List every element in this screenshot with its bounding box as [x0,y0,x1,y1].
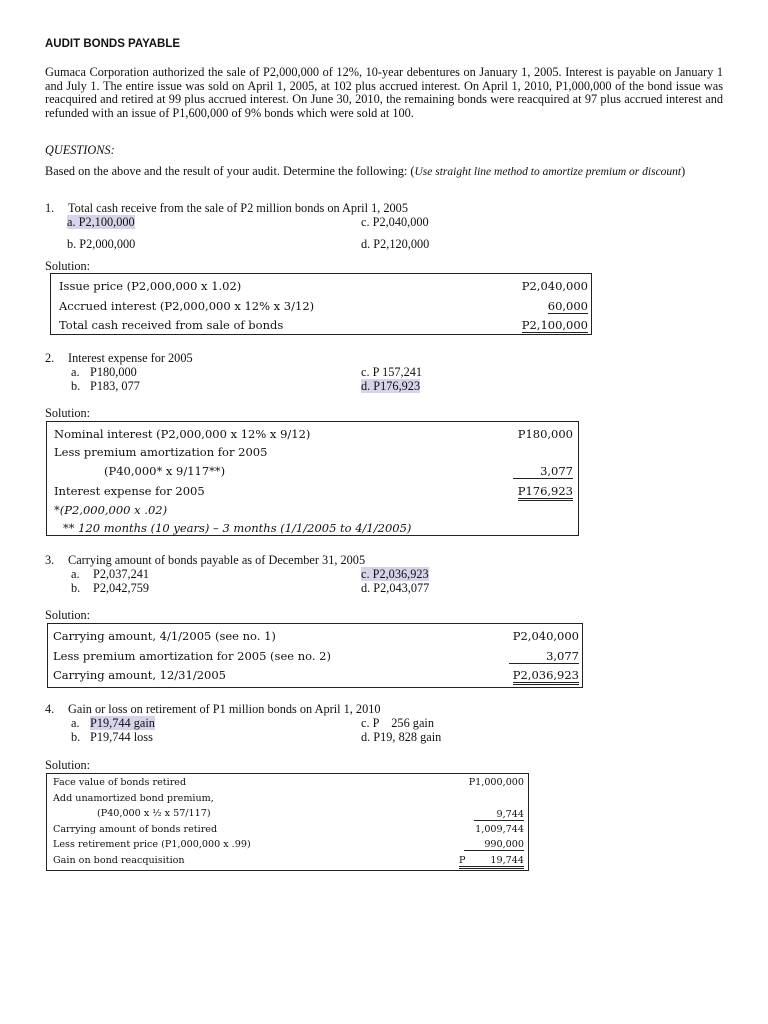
q2-sol-amount-1: P180,000 [517,427,573,441]
q4-sol-row-2: Add unamortized bond premium, [53,793,214,804]
q2-option-c: c. P 157,241 [361,365,423,379]
q2-sol-row-1: Nominal interest (P2,000,000 x 12% x 9/12) [54,427,311,441]
q4-sol-row-1: Face value of bonds retired [53,777,187,788]
q2-sol-amount-4: P176,923 [518,484,573,501]
q4-sol-row-3: (P40,000 x ½ x 57/117) [97,808,211,819]
q3-solution-table [47,623,583,688]
q1-solution-table [50,273,592,335]
q1-option-d: d. P2,120,000 [361,237,430,251]
q4-sol-amount-6: P 19,744 [459,855,524,869]
q1-sol-amount-1: P2,040,000 [521,279,588,293]
q2-sol-note-2: ** 120 months (10 years) – 3 months (1/1/2005 to 4/1/2005) [63,521,412,535]
q3-option-c: c. P2,036,923 [361,567,429,581]
q1-option-b: b. P2,000,000 [67,237,136,251]
q2-solution-label: Solution: [45,406,91,420]
q2-sol-row-4: Interest expense for 2005 [54,484,205,498]
q1-sol-row-2: Accrued interest (P2,000,000 x 12% x 3/12) [59,299,315,313]
q3-sol-row-3: Carrying amount, 12/31/2005 [53,668,226,682]
q4-option-c: c. P 256 gain [361,716,434,730]
question-4-text: Gain or loss on retirement of P1 million bonds on April 1, 2010 [68,702,381,716]
instructions: Based on the above and the result of your audit. Determine the following: (Use straight line method to amortize premium or discount) [45,164,686,178]
q4-option-d: d. P19, 828 gain [361,730,442,744]
question-3-text: Carrying amount of bonds payable as of December 31, 2005 [68,553,366,567]
q2-solution-table [46,421,579,536]
document-title: AUDIT BONDS PAYABLE [45,38,181,50]
q1-sol-amount-2: 60,000 [547,299,588,313]
q2-option-b: P183, 077 [90,379,140,393]
q3-option-d: d. P2,043,077 [361,581,430,595]
q4-sol-amount-5: 990,000 [464,839,524,851]
q1-sol-amount-3: P2,100,000 [522,318,588,335]
q3-option-b: P2,042,759 [93,581,150,595]
q4-sol-amount-4: 1,009,744 [475,824,524,835]
questions-heading: QUESTIONS: [45,143,115,157]
q4-sol-row-6: Gain on bond reacquisition [53,855,185,866]
q2-sol-amount-3: 3,077 [513,464,573,479]
q4-sol-row-4: Carrying amount of bonds retired [53,824,218,835]
q1-sol-row-1: Issue price (P2,000,000 x 1.02) [59,279,242,293]
q2-option-d: d. P176,923 [361,379,421,393]
q3-sol-row-2: Less premium amortization for 2005 (see no. 2) [53,649,331,663]
q3-sol-amount-3: P2,036,923 [513,668,579,685]
q1-option-a: a. P2,100,000 [67,215,135,229]
q2-option-a: P180,000 [90,365,137,379]
q4-option-a: P19,744 gain [90,716,155,730]
q1-option-c: c. P2,040,000 [361,215,429,229]
q3-sol-amount-2: 3,077 [509,649,579,664]
q1-sol-row-3: Total cash received from sale of bonds [59,318,284,332]
q1-solution-label: Solution: [45,259,91,273]
q4-option-b: P19,744 loss [90,730,153,744]
q3-solution-label: Solution: [45,608,91,622]
q4-solution-table [46,773,529,871]
q3-option-a: P2,037,241 [93,567,150,581]
q2-sol-row-2: Less premium amortization for 2005 [54,445,268,459]
question-1-text: Total cash receive from the sale of P2 million bonds on April 1, 2005 [68,201,408,215]
q3-sol-amount-1: P2,040,000 [512,629,579,643]
q4-solution-label: Solution: [45,758,91,772]
q2-sol-row-3: (P40,000* x 9/117**) [104,464,226,478]
question-2-text: Interest expense for 2005 [68,351,193,365]
problem-statement: Gumaca Corporation authorized the sale of P2,000,000 of 12%, 10-year debentures on January 1, 2005. Interest is payable on January 1 and July 1. The entire issue was sold on April 1, 2005, at 102 plus accrued interest. On April 1, 2010, P1,000,000 of the bond issue was reacquired and retired at 99 plus accrued interest. On June 30, 2010, the remaining bonds were reacquired at 97 plus accrued interest and refunded with an issue of P1,600,000 of 9% bonds which were sold at 100. [45,65,723,120]
q4-sol-row-5: Less retirement price (P1,000,000 x .99) [53,839,251,850]
q3-sol-row-1: Carrying amount, 4/1/2005 (see no. 1) [53,629,276,643]
q2-sol-note-1: *(P2,000,000 x .02) [54,503,168,517]
q4-sol-amount-1: P1,000,000 [468,777,524,788]
q4-sol-amount-3: 9,744 [474,809,524,821]
